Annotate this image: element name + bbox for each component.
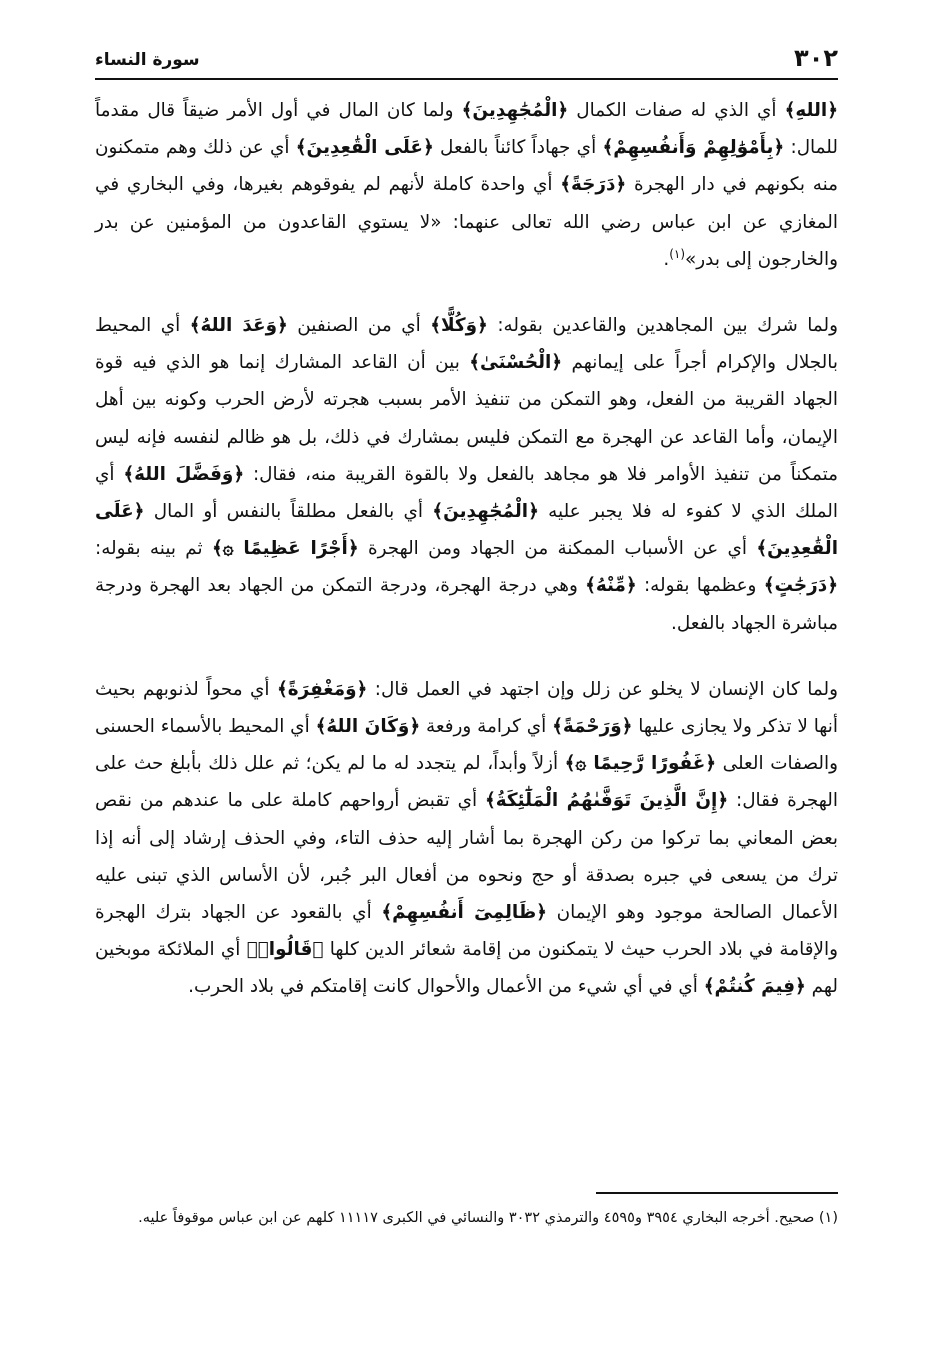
commentary-text: أي المحيط بالجلال والإكرام أجراً على إيمانهم (95, 315, 838, 374)
footnote-separator (596, 1192, 838, 1194)
commentary-text: أي الذي له صفات الكمال (568, 100, 785, 121)
quran-quote: ﴿قَالُوا۟﴾ (246, 939, 324, 961)
quran-quote: ﴿إِنَّ الَّذِينَ تَوَفَّىٰهُمُ الْمَلَٰٓئِكَةُ﴾ (484, 790, 729, 812)
quran-quote: ﴿أَجْرًا عَظِيمًا ۞﴾ (212, 538, 359, 560)
commentary-text: بين أن القاعد المشارك إنما هو الذي فيه قوة الجهاد القريبة من الفعل، وهو التمكن من تنفيذ الأمر بسبب هجرته لأرض الحرب وكونه بين أهل الإيمان، وأما القاعد عن الهجرة مع التمكن فليس بمشارك في ذلك، بل هو ظالم لنفسه فإنه ليس متمكناً من تنفيذ الأوامر فلا هو مجاهد بالفعل ولا بالقوة القريبة منه، فقال: (95, 352, 839, 485)
quran-quote: ﴿الْمُجَٰهِدِينَ﴾ (461, 100, 569, 121)
quran-quote: ﴿مِّنْهُ﴾ (585, 575, 637, 597)
quran-quote: ﴿دَرَجَٰتٍ﴾ (763, 575, 838, 597)
commentary-text: أي من الصنفين (287, 315, 431, 337)
paragraph-3 (95, 671, 838, 1006)
commentary-text: وهي درجة الهجرة، ودرجة التمكن من الجهاد بعد الهجرة ودرجة مباشرة الجهاد بالفعل. (95, 575, 838, 634)
quran-quote: ﴿ظَالِمِىٓ أَنفُسِهِمْ﴾ (381, 902, 547, 924)
commentary-text: أي عن الأسباب الممكنة من الجهاد ومن الهجرة (358, 538, 757, 560)
quran-quote: ﴿وَرَحْمَةً﴾ (552, 716, 633, 738)
quran-quote: ﴿عَلَى الْقَٰعِدِينَ﴾ (295, 137, 434, 159)
quran-quote: ﴿وَكَانَ اللهُ﴾ (315, 716, 421, 738)
commentary-text: أي محواً لذنوبهم بحيث أنها لا تذكر ولا يجازى عليها (95, 678, 838, 738)
header-rule (95, 78, 838, 80)
quran-quote: ﴿وَكُلًّا﴾ (430, 315, 488, 337)
commentary-text: ولما كان المال في أول الأمر ضيقاً قال مقدماً للمال: (95, 100, 838, 159)
commentary-text: . (663, 248, 670, 270)
commentary-text: أي عن ذلك وهم متمكنون منه بكونهم في دار الهجرة (95, 137, 838, 196)
quran-quote: ﴿عَلَى الْقَٰعِدِينَ﴾ (95, 501, 839, 560)
commentary-text: أي واحدة كاملة لأنهم لم يفوقوهم بغيرها، وفي البخاري في المغازي عن ابن عباس رضي الله تعالى عنهما: «لا يستوي القاعدون من المؤمنين عن بدر والخارجون إلى بدر» (95, 174, 838, 270)
surah-title: سورة النساء (95, 50, 200, 70)
quran-quote: ﴿غَفُورًا رَّحِيمًا ۞﴾ (564, 753, 717, 775)
commentary-text: ثم بينه بقوله: (95, 538, 212, 560)
commentary-text: وعظمها بقوله: (636, 575, 764, 597)
commentary-text: أي بالقعود عن الجهاد بترك الهجرة والإقامة في بلاد الحرب حيث لا يتمكنون من إقامة شعائر الدين كلها (95, 902, 839, 961)
commentary-text: أي المحيط بالأسماء الحسنى والصفات العلى (95, 716, 838, 775)
commentary-text: ولما شرك بين المجاهدين والقاعدين بقوله: (487, 315, 838, 337)
quran-quote: ﴿وَمَغْفِرَةً﴾ (277, 678, 368, 700)
commentary-text: أي في أي شيء من الأعمال والأحوال كانت إقامتكم في بلاد الحرب. (188, 976, 704, 998)
quran-quote: ﴿دَرَجَةً﴾ (560, 174, 627, 196)
quran-quote: ﴿اللهِ﴾ (784, 100, 839, 121)
commentary-text: أي جهاداً كائناً بالفعل (433, 137, 603, 159)
quran-quote: ﴿الْمُجَٰهِدِينَ﴾ (432, 501, 539, 523)
quran-quote: ﴿بِأَمْوَٰلِهِمْ وَأَنفُسِهِمْ﴾ (602, 137, 785, 159)
page-number: ٣٠٢ (794, 44, 838, 72)
paragraph-1 (95, 92, 838, 278)
footnote-reference: (١) (669, 246, 686, 261)
paragraph-2 (95, 307, 838, 642)
quran-quote: ﴿فِيمَ كُنتُمْ﴾ (703, 976, 806, 998)
commentary-text: أي الملك الذي لا كفوء له فلا يجبر عليه (95, 463, 838, 523)
running-header (95, 44, 838, 80)
commentary-text: أي كرامة ورفعة (420, 716, 553, 738)
quran-quote: ﴿الْحُسْنَىٰ﴾ (469, 352, 563, 374)
footnote (95, 1204, 838, 1232)
commentary-text: أي تقبض أرواحهم كاملة على ما عندهم من نقص بعض المعاني بما تركوا من ركن الهجرة بما أشار إليه حذف التاء، وفي الحذف إرشاد إلى أنه إذا ترك من يسعى في جبره بصدقة أو حج ونحوه من أفعال البر جُبر، لأن الأساس الذي تبنى عليه الأعمال الصالحة موجود وهو الإيمان (95, 790, 838, 924)
commentary-text: أي بالفعل مطلقاً بالنفس أو المال (144, 501, 433, 523)
commentary-text: أي الملائكة موبخين لهم (95, 939, 838, 998)
commentary-text: أزلاً وأبداً، لم يتجدد له ما لم يكن؛ ثم علل ذلك بأبلغ حث على الهجرة فقال: (95, 753, 838, 812)
commentary-text: ولما كان الإنسان لا يخلو عن زلل وإن اجتهد في العمل قال: (367, 678, 838, 700)
footnote-text: (١) صحيح. أخرجه البخاري ٣٩٥٤ و٤٥٩٥ والترمذي ٣٠٣٢ والنسائي في الكبرى ١١١١٧ كلهم عن ابن عباس موقوفاً عليه. (138, 1210, 838, 1226)
quran-quote: ﴿وَفَضَّلَ اللهُ﴾ (123, 463, 245, 485)
quran-quote: ﴿وَعَدَ اللهُ﴾ (189, 315, 288, 337)
main-text (95, 92, 838, 1006)
